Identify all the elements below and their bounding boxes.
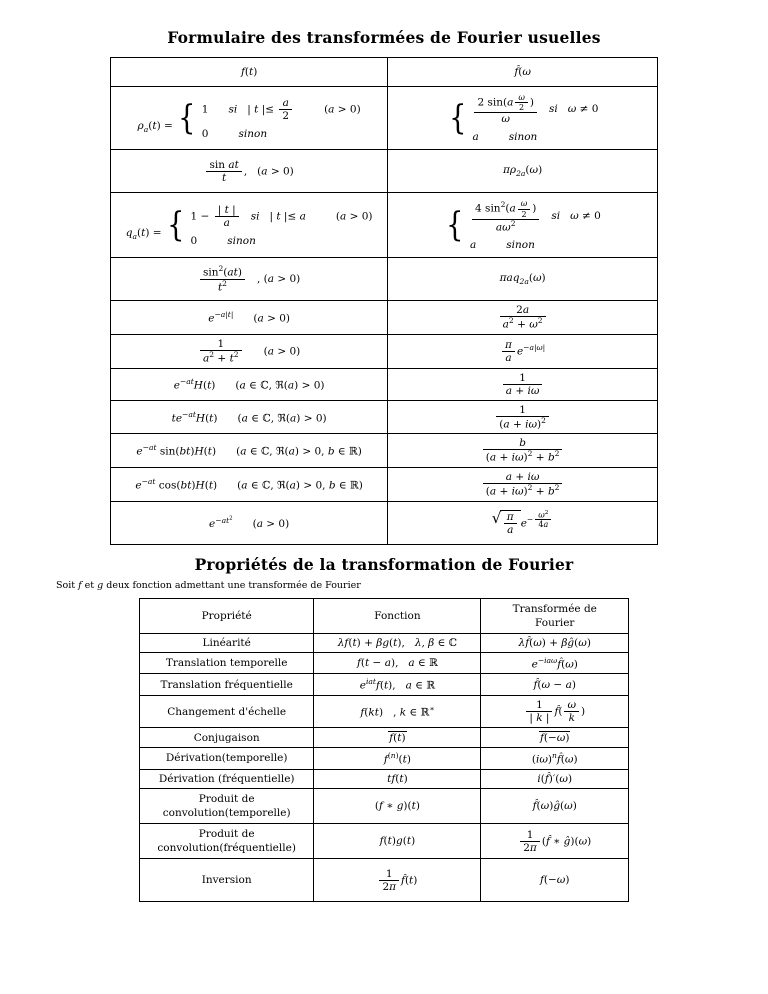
table-header-row <box>140 598 629 633</box>
cell-function: $e^{-at}$ sin(bt)H(t) (a ∈ ℂ, ℜ(a) > 0, b ∈ ℝ) <box>111 434 388 468</box>
table-row <box>111 301 658 335</box>
cell-property: Changement d'échelle <box>140 695 314 727</box>
table-row <box>140 652 629 674</box>
table-row <box>111 335 658 369</box>
cell-function: $f^{(n)}(t)$ <box>314 748 481 770</box>
cell-function: $e^{-a|t|}$ (a > 0) <box>111 301 388 335</box>
cell-property: Inversion <box>140 859 314 902</box>
table-row <box>140 633 629 652</box>
table-row <box>111 368 658 400</box>
cell-function: $\frac{\sin^2(at)}{t^2}$ , (a > 0) <box>111 258 388 301</box>
table-row <box>140 728 629 748</box>
cell-function: f(t − a), a ∈ ℝ <box>314 652 481 674</box>
cell-function: $e^{-at}H(t)$ (a ∈ ℂ, ℜ(a) > 0) <box>111 368 388 400</box>
cell-transform: √ $\frac{\pi}{a}$ $e^{- \frac{\omega^2}{4a}}$ <box>388 501 658 544</box>
table-row <box>111 150 658 193</box>
table-row <box>111 193 658 258</box>
cell-function: $\rho_a(t)$ = { 1 si | t |≤ $\frac{a}{2}$ (a > 0) 0 sinon <box>111 87 388 150</box>
cell-function: $q_a(t)$ = { 1 − $\frac{| t |}{a}$ si | t |≤ a (a > 0) 0 sinon <box>111 193 388 258</box>
table-row <box>111 258 658 301</box>
cell-property: Translation fréquentielle <box>140 674 314 696</box>
properties-table <box>139 598 629 903</box>
cell-transform: f̂(ω)ĝ(ω) <box>481 788 629 823</box>
header-transform: f̂(ω <box>388 58 658 87</box>
cell-function: f(t) <box>314 728 481 748</box>
cell-transform: f(−ω) <box>481 859 629 902</box>
table-row <box>140 823 629 858</box>
cell-property: Produit de convolution(fréquentielle) <box>140 823 314 858</box>
cell-transform: f̂(−ω) <box>481 728 629 748</box>
table-row <box>140 674 629 696</box>
cell-transform: λf̂(ω) + βĝ(ω) <box>481 633 629 652</box>
table-row <box>140 788 629 823</box>
cell-transform: $\frac{1}{a + i\omega}$ <box>388 368 658 400</box>
table-row <box>111 87 658 150</box>
header-transform: Transformée de Fourier <box>481 598 629 633</box>
cell-transform: $\frac{b}{(a + i\omega)^2 + b^2}$ <box>388 434 658 468</box>
cell-transform: $\frac{\pi}{a}$ $e^{-a|\omega|}$ <box>388 335 658 369</box>
cell-property: Produit de convolution(temporelle) <box>140 788 314 823</box>
table-row <box>111 434 658 468</box>
cell-function: $e^{iat}f(t)$, a ∈ ℝ <box>314 674 481 696</box>
table-row <box>140 859 629 902</box>
table-header-row <box>111 58 658 87</box>
cell-property: Dérivation(temporelle) <box>140 748 314 770</box>
cell-property: Dérivation (fréquentielle) <box>140 769 314 788</box>
cell-function: $\frac{\text{sin at}}{t}$ , (a > 0) <box>111 150 388 193</box>
cell-transform: πaq$_{2a}$(ω) <box>388 258 658 301</box>
cell-transform: $\frac{2a}{a^2 + \omega^2}$ <box>388 301 658 335</box>
cell-function: $te^{-at}H(t)$ (a ∈ ℂ, ℜ(a) > 0) <box>111 400 388 434</box>
cell-transform: $\frac{1}{2\pi}$ (f̂ ∗ ĝ)(ω) <box>481 823 629 858</box>
cell-function: $e^{-at^2}(a > 0)$ <box>111 501 388 544</box>
intro-text: Soit f et g deux fonction admettant une transformée de Fourier <box>56 579 361 591</box>
cell-transform: $\frac{1}{| k |}$ f̂( $\frac{\omega}{k}$ ) <box>481 695 629 727</box>
table-row <box>140 769 629 788</box>
cell-function: tf(t) <box>314 769 481 788</box>
page-title: Formulaire des transformées de Fourier usuelles <box>167 28 601 47</box>
cell-function: λf(t) + βg(t), λ, β ∈ ℂ <box>314 633 481 652</box>
table-row <box>111 501 658 544</box>
cell-property: Conjugaison <box>140 728 314 748</box>
cell-transform: { 2 sin(a $\frac{\omega}{2}$ ) ω si ω ≠ 0 a sinon <box>388 87 658 150</box>
properties-title: Propriétés de la transformation de Fourier <box>194 554 574 574</box>
cell-function: $\frac{1}{2\pi}$ f̂(t) <box>314 859 481 902</box>
table-row <box>140 748 629 770</box>
header-function: f(t) <box>111 58 388 87</box>
cell-function: $\frac{1}{a^2 + t^2}$ (a > 0) <box>111 335 388 369</box>
cell-transform: $\frac{1}{(a + i\omega)^2}$ <box>388 400 658 434</box>
header-function: Fonction <box>314 598 481 633</box>
cell-function: (f ∗ g)(t) <box>314 788 481 823</box>
cell-property: Translation temporelle <box>140 652 314 674</box>
cell-function: f(t)g(t) <box>314 823 481 858</box>
cell-transform: $\frac{a + i\omega}{(a + i\omega)^2 + b^2}$ <box>388 468 658 502</box>
cell-transform: $\pi\rho_{2a}(\omega)$ <box>388 150 658 193</box>
table-row <box>140 695 629 727</box>
table-row <box>111 400 658 434</box>
fourier-transforms-table <box>110 57 658 545</box>
cell-transform: { 4 $\sin^2(a$ $\frac{\omega}{2}$ ) $a\omega^2$ si ω ≠ 0 a sinon <box>388 193 658 258</box>
cell-property: Linéarité <box>140 633 314 652</box>
cell-transform: $(i\omega)^nf̂(\omega)$ <box>481 748 629 770</box>
cell-transform: f̂(ω − a) <box>481 674 629 696</box>
cell-function: $e^{-at}$ cos(bt)H(t) (a ∈ ℂ, ℜ(a) > 0, b ∈ ℝ) <box>111 468 388 502</box>
cell-function: f(kt) , k ∈ ℝ∗ <box>314 695 481 727</box>
cell-transform: $e^{-ia\omega}f̂(\omega)$ <box>481 652 629 674</box>
table-row <box>111 468 658 502</box>
header-property: Propriété <box>140 598 314 633</box>
cell-transform: i(f̂)′(ω) <box>481 769 629 788</box>
